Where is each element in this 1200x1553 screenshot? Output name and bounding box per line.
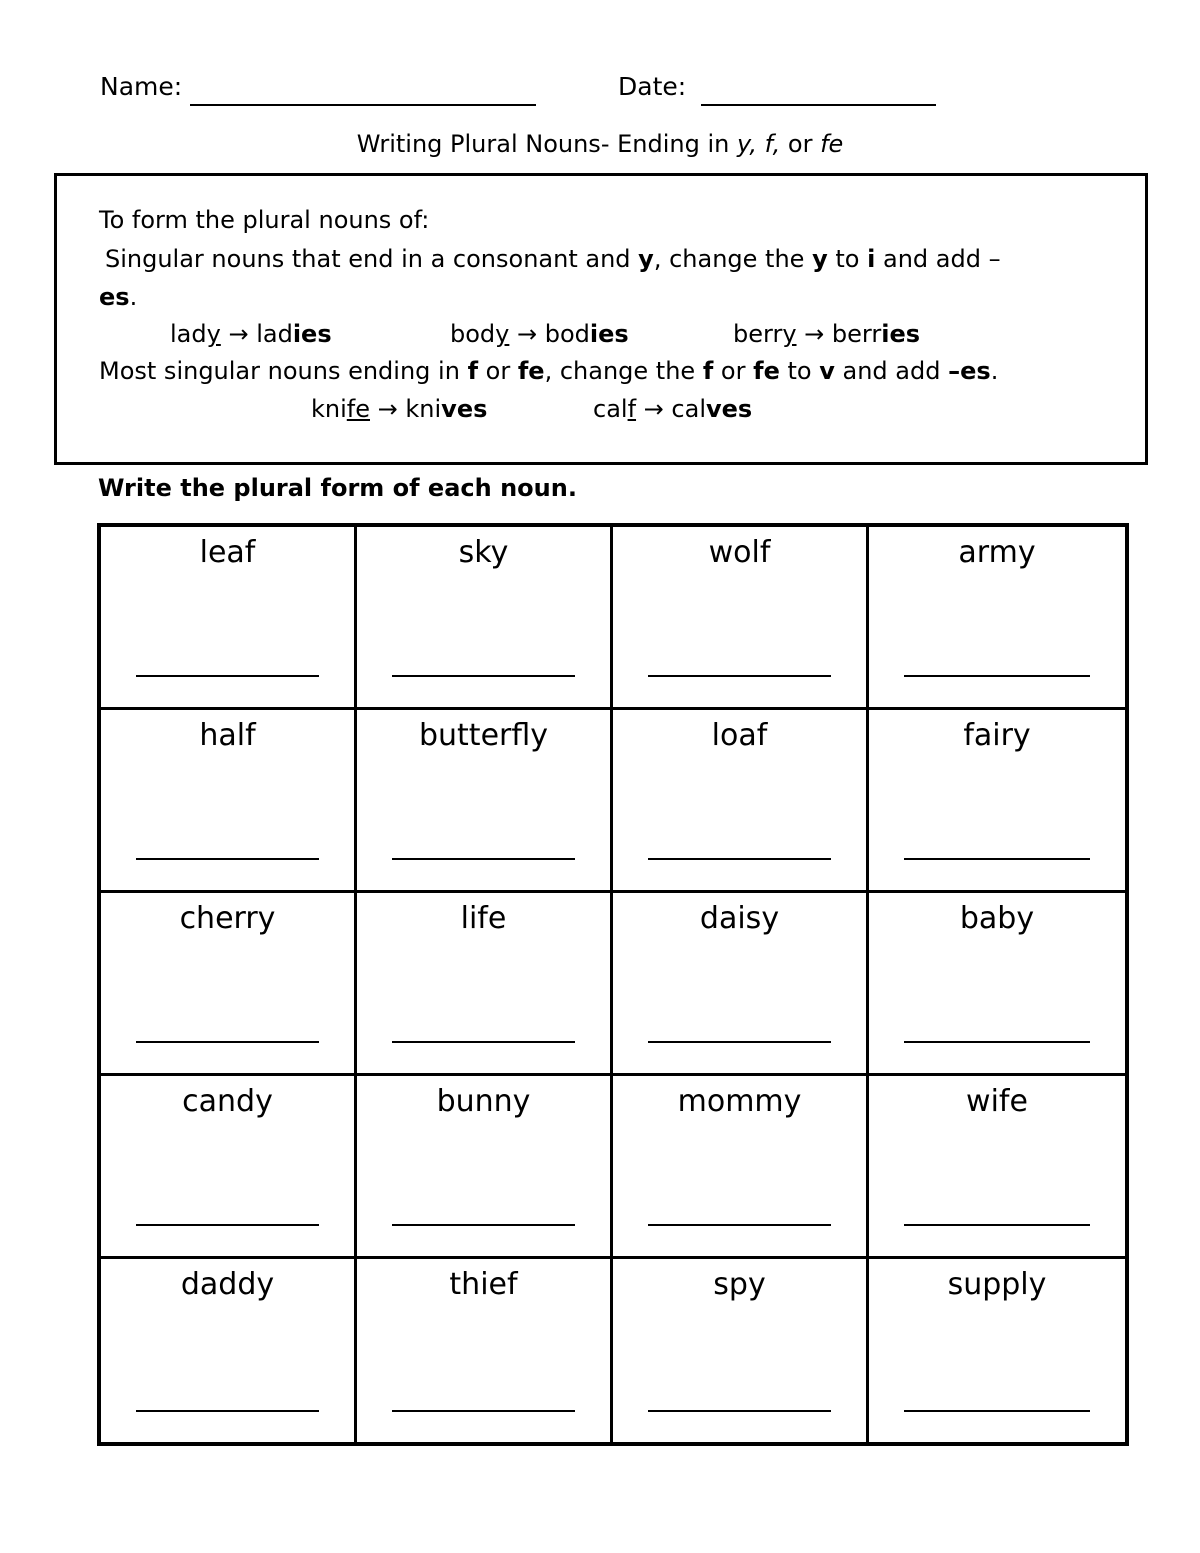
grid-cell <box>101 1259 357 1442</box>
answer-blank[interactable] <box>904 1224 1090 1226</box>
noun-word: half <box>199 718 256 753</box>
noun-word: candy <box>182 1084 273 1119</box>
name-field[interactable] <box>190 104 536 106</box>
grid-cell <box>613 893 869 1076</box>
grid-cell <box>101 1076 357 1259</box>
instructions: Write the plural form of each noun. <box>98 474 577 502</box>
answer-blank[interactable] <box>136 858 319 860</box>
noun-word: army <box>958 535 1036 570</box>
rule-y: Singular nouns that end in a consonant and y, change the y to i and add – <box>105 245 1001 273</box>
grid-cell <box>101 710 357 893</box>
grid-cell <box>869 1076 1125 1259</box>
grid-cell <box>869 893 1125 1076</box>
noun-word: cherry <box>179 901 276 936</box>
answer-blank[interactable] <box>392 1224 575 1226</box>
noun-word: sky <box>458 535 509 570</box>
noun-word: loaf <box>711 718 768 753</box>
answer-blank[interactable] <box>648 1041 831 1043</box>
noun-word: daisy <box>699 901 780 936</box>
answer-blank[interactable] <box>648 1224 831 1226</box>
answer-blank[interactable] <box>904 858 1090 860</box>
noun-word: mommy <box>677 1084 802 1119</box>
grid-cell <box>869 527 1125 710</box>
answer-blank[interactable] <box>392 1410 575 1412</box>
grid-cell <box>357 710 613 893</box>
answer-blank[interactable] <box>904 1410 1090 1412</box>
noun-word: leaf <box>199 535 256 570</box>
noun-word: bunny <box>436 1084 531 1119</box>
answer-blank[interactable] <box>904 1041 1090 1043</box>
grid-cell <box>613 1259 869 1442</box>
word-grid <box>97 523 1129 1446</box>
example-calf: calf → calves <box>593 395 753 423</box>
date-field[interactable] <box>701 104 936 106</box>
answer-blank[interactable] <box>648 858 831 860</box>
example-berry: berry → berries <box>733 320 921 348</box>
grid-cell <box>613 527 869 710</box>
noun-word: spy <box>713 1267 766 1302</box>
grid-cell <box>357 527 613 710</box>
noun-word: thief <box>449 1267 518 1302</box>
grid-cell <box>869 710 1125 893</box>
date-label: Date: <box>618 72 687 101</box>
noun-word: wolf <box>708 535 771 570</box>
answer-blank[interactable] <box>648 1410 831 1412</box>
rules-intro: To form the plural nouns of: <box>99 206 430 234</box>
answer-blank[interactable] <box>136 1410 319 1412</box>
grid-cell <box>613 710 869 893</box>
noun-word: supply <box>947 1267 1047 1302</box>
answer-blank[interactable] <box>392 675 575 677</box>
answer-blank[interactable] <box>392 1041 575 1043</box>
grid-cell <box>357 893 613 1076</box>
header <box>100 72 1100 112</box>
answer-blank[interactable] <box>648 675 831 677</box>
example-body: body → bodies <box>450 320 629 348</box>
noun-word: fairy <box>963 718 1031 753</box>
answer-blank[interactable] <box>136 1041 319 1043</box>
grid-cell <box>869 1259 1125 1442</box>
rule-f-fe: Most singular nouns ending in f or fe, change the f or fe to v and add –es. <box>99 357 999 385</box>
grid-cell <box>101 527 357 710</box>
grid-cell <box>613 1076 869 1259</box>
example-knife: knife → knives <box>311 395 488 423</box>
answer-blank[interactable] <box>904 675 1090 677</box>
noun-word: baby <box>959 901 1035 936</box>
answer-blank[interactable] <box>392 858 575 860</box>
answer-blank[interactable] <box>136 675 319 677</box>
noun-word: butterfly <box>418 718 549 753</box>
noun-word: daddy <box>180 1267 275 1302</box>
example-lady: lady → ladies <box>170 320 332 348</box>
grid-cell <box>101 893 357 1076</box>
name-label: Name: <box>100 72 183 101</box>
rule-y-continued: es. <box>99 283 138 311</box>
answer-blank[interactable] <box>136 1224 319 1226</box>
page-title: Writing Plural Nouns- Ending in y, f, or fe <box>356 130 844 158</box>
noun-word: wife <box>966 1084 1028 1119</box>
rules-box <box>54 173 1148 465</box>
grid-cell <box>357 1076 613 1259</box>
noun-word: life <box>460 901 507 936</box>
grid-cell <box>357 1259 613 1442</box>
